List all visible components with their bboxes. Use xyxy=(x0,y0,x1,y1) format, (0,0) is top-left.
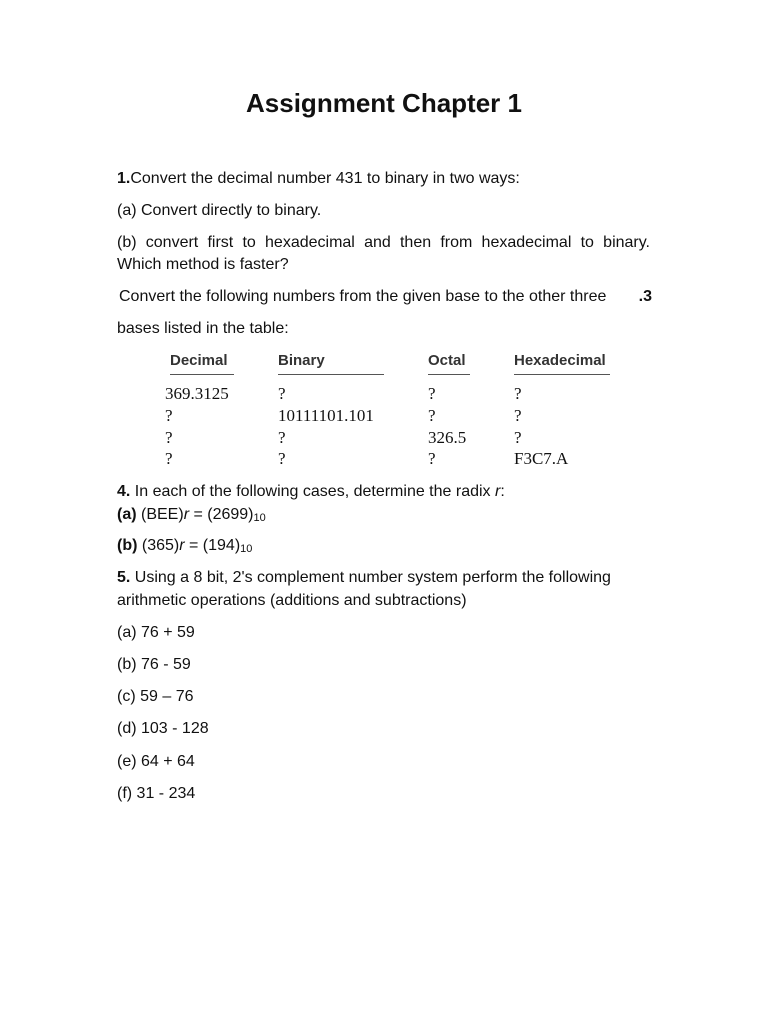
question-1-part-a: (a) Convert directly to binary. xyxy=(117,202,322,219)
question-4 xyxy=(117,481,505,503)
table-header-hexadecimal: Hexadecimal xyxy=(514,352,610,375)
part-label: (b) xyxy=(117,537,138,554)
question-4-part-a xyxy=(117,504,266,529)
question-5-item-f: (f) 31 - 234 xyxy=(117,785,196,802)
table-cell: ? xyxy=(278,384,286,403)
table-cell: ? xyxy=(514,406,522,425)
question-5-item-a: (a) 76 + 59 xyxy=(117,624,195,641)
question-number: 5. xyxy=(117,569,131,586)
base-subscript: 10 xyxy=(240,543,253,555)
conversion-table xyxy=(165,352,625,472)
question-5-item-e: (e) 64 + 64 xyxy=(117,753,195,770)
radix-variable: r xyxy=(183,506,190,523)
table-header-decimal: Decimal xyxy=(170,352,234,375)
question-text: In each of the following cases, determine the radix xyxy=(130,483,495,500)
punctuation: : xyxy=(500,483,505,500)
table-cell: 10111101.101 xyxy=(278,406,374,425)
table-cell: ? xyxy=(278,449,286,468)
table-cell: ? xyxy=(165,428,173,447)
table-header-octal: Octal xyxy=(428,352,470,375)
table-cell: ? xyxy=(165,449,173,468)
question-number: 4. xyxy=(117,483,131,500)
table-cell: ? xyxy=(278,428,286,447)
table-cell: ? xyxy=(514,384,522,403)
question-3-continuation: bases listed in the table: xyxy=(117,320,289,337)
table-cell: 369.3125 xyxy=(165,384,229,403)
radix-variable: r xyxy=(495,483,501,500)
expression: (365) xyxy=(137,537,180,554)
question-5 xyxy=(117,567,611,589)
question-5-item-c: (c) 59 – 76 xyxy=(117,688,194,705)
question-text: Convert the decimal number 431 to binary in two ways: xyxy=(130,170,520,187)
question-5-item-d: (d) 103 - 128 xyxy=(117,720,209,737)
question-4-part-b xyxy=(117,535,252,560)
question-text: Convert the following numbers from the given base to the other three xyxy=(119,288,607,305)
question-text: Using a 8 bit, 2's complement number system perform the following xyxy=(130,569,611,586)
table-cell: ? xyxy=(165,406,173,425)
table-cell: ? xyxy=(428,449,436,468)
table-header-binary: Binary xyxy=(278,352,384,375)
question-1 xyxy=(117,168,520,190)
expression: = (194) xyxy=(184,537,241,554)
expression: = (2699) xyxy=(189,506,254,523)
table-cell: F3C7.A xyxy=(514,449,569,468)
question-5-continuation: arithmetic operations (additions and subtractions) xyxy=(117,592,467,609)
question-1-part-b: (b) convert first to hexadecimal and then from hexadecimal to binary. Which method is faster? xyxy=(117,234,650,273)
table-cell: ? xyxy=(514,428,522,447)
question-5-item-b: (b) 76 - 59 xyxy=(117,656,191,673)
page-title: Assignment Chapter 1 xyxy=(246,88,522,118)
table-cell: ? xyxy=(428,406,436,425)
question-number: .3 xyxy=(638,288,652,305)
radix-variable: r xyxy=(179,537,185,554)
expression: (BEE) xyxy=(136,506,184,523)
base-subscript: 10 xyxy=(253,512,266,524)
part-label: (a) xyxy=(117,506,137,523)
question-number: 1. xyxy=(117,170,131,187)
table-cell: 326.5 xyxy=(428,428,467,447)
table-cell: ? xyxy=(428,384,436,403)
